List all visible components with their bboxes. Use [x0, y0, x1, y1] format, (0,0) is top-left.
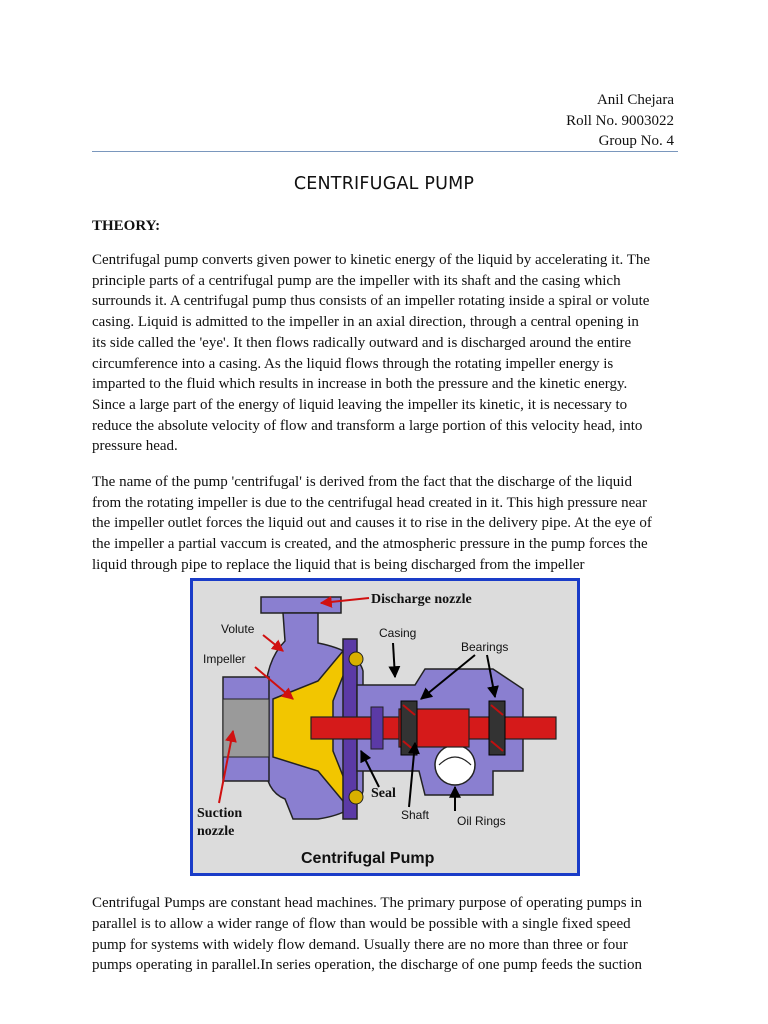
- pump-diagram-figure: [190, 578, 580, 876]
- text-line: casing. Liquid is admitted to the impeller in an axial direction, through a central opening in: [92, 314, 639, 331]
- oil-ring: [435, 745, 475, 785]
- discharge-pipe: [261, 597, 341, 613]
- roll-number: Roll No. 9003022: [566, 112, 674, 129]
- text-line: liquid through pipe to replace the liquid that is being discharged from the impeller: [92, 556, 585, 573]
- section-heading-theory: THEORY:: [92, 218, 161, 234]
- label-nozzle: nozzle: [197, 824, 235, 839]
- label-volute: Volute: [221, 622, 255, 636]
- text-line: parallel is to allow a wider range of flow than would be possible with a single fixed speed: [92, 915, 631, 932]
- text-line: Since a large part of the energy of liquid leaving the impeller its kinetic, it is necessary to: [92, 396, 628, 413]
- page-title: CENTRIFUGAL PUMP: [293, 174, 475, 194]
- text-line: reduce the absolute velocity of flow and transform a large portion of this velocity head, into: [92, 417, 643, 434]
- group-number: Group No. 4: [598, 133, 674, 149]
- figure-caption: Centrifugal Pump: [301, 850, 435, 867]
- text-line: circumference into a casing. As the liquid flows through the rotating impeller energy is: [92, 355, 614, 372]
- label-oil-rings: Oil Rings: [457, 814, 506, 828]
- pump-diagram: [193, 581, 577, 873]
- text-line: its side called the 'eye'. It then flows radically outward and is discharged around the entire: [92, 334, 632, 351]
- text-line: principle parts of a centrifugal pump are the impeller with its shaft and the casing which: [92, 272, 621, 289]
- text-line: pump for systems with widely flow demand. Usually there are no more than three or four: [92, 936, 628, 953]
- seal: [371, 707, 383, 749]
- theory-paragraph-1: [92, 250, 678, 457]
- label-bearings: Bearings: [461, 640, 509, 654]
- text-line: The name of the pump 'centrifugal' is derived from the fact that the discharge of the liquid: [92, 474, 632, 490]
- text-line: the impeller outlet forces the liquid out and causes it to rise in the delivery pipe. At the eye of: [92, 515, 652, 532]
- header-divider: [92, 151, 678, 152]
- text-line: imparted to the fluid which results in increase in both the pressure and the kinetic energy.: [92, 376, 628, 393]
- theory-paragraph-3: [92, 893, 678, 976]
- label-casing: Casing: [379, 626, 417, 640]
- text-line: Centrifugal Pumps are constant head machines. The primary purpose of operating pumps in: [92, 895, 643, 911]
- text-line: from the rotating impeller is due to the centrifugal head created in it. This high pressure near: [92, 494, 647, 511]
- label-discharge-nozzle: Discharge nozzle: [371, 592, 472, 607]
- label-shaft: Shaft: [401, 808, 430, 822]
- theory-paragraph-2: [92, 472, 678, 576]
- text-line: pressure head.: [92, 438, 178, 455]
- author-header: [566, 90, 674, 152]
- label-seal: Seal: [371, 786, 396, 801]
- author-name: Anil Chejara: [596, 92, 674, 108]
- label-impeller: Impeller: [203, 652, 246, 666]
- text-line: pumps operating in parallel.In series operation, the discharge of one pump feeds the suction: [92, 957, 642, 974]
- text-line: Centrifugal pump converts given power to kinetic energy of the liquid by accelerating it. The: [92, 252, 651, 268]
- text-line: surrounds it. A centrifugal pump thus consists of an impeller rotating inside a spiral or volute: [92, 293, 650, 310]
- text-line: the impeller a partial vaccum is created, and the atmospheric pressure in the pump forces the: [92, 536, 648, 553]
- label-suction: Suction: [197, 806, 243, 821]
